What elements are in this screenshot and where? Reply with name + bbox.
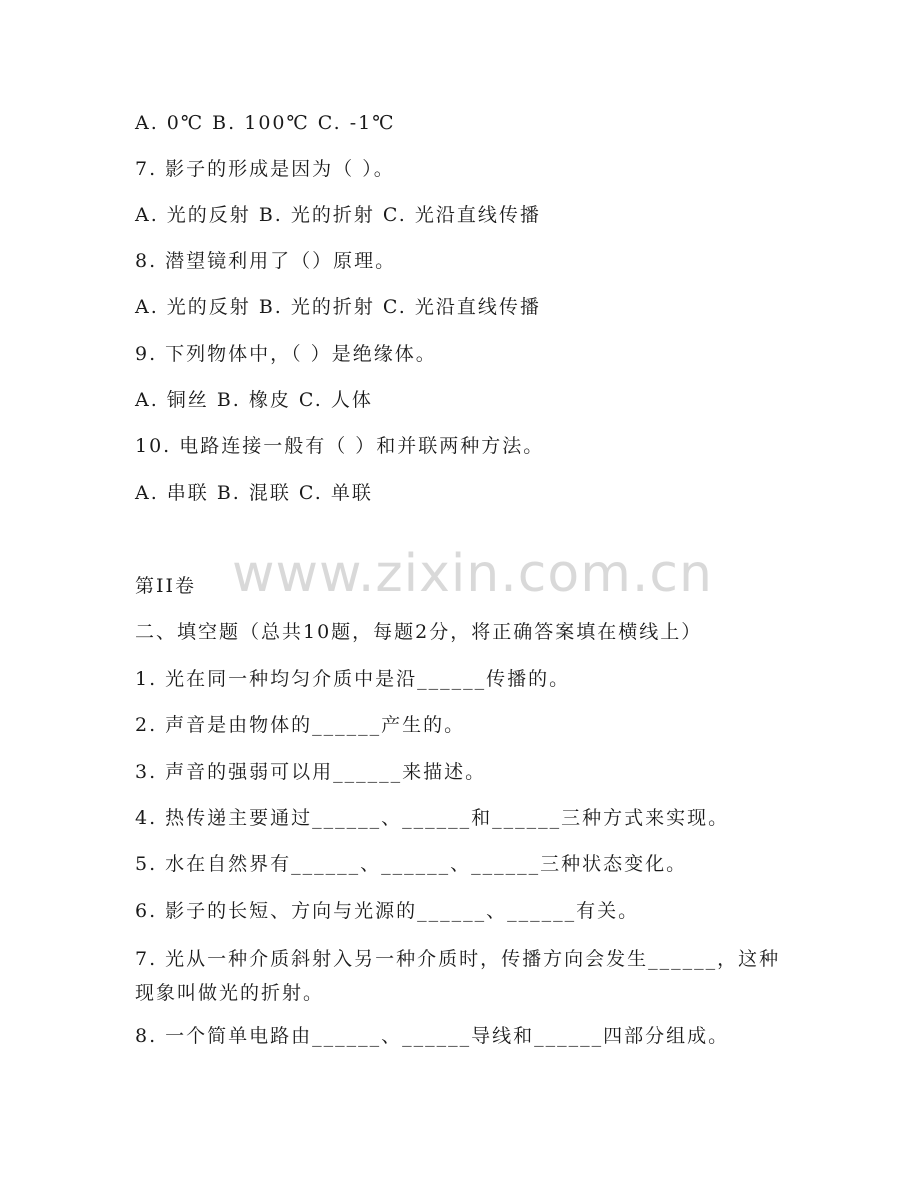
- fill-item: 1. 光在同一种均匀介质中是沿______传播的。: [135, 668, 571, 690]
- fill-item: 3. 声音的强弱可以用______来描述。: [135, 761, 487, 783]
- fill-item: 6. 影子的长短、方向与光源的______、______有关。: [135, 900, 640, 922]
- q8-question: 8. 潜望镜利用了（）原理。: [135, 250, 397, 272]
- fill-item: 7. 光从一种介质斜射入另一种介质时，传播方向会发生______，这种现象叫做光的折射。: [135, 948, 781, 1004]
- fill-item: 8. 一个简单电路由______、______导线和______四部分组成。: [135, 1025, 730, 1047]
- volume-title: 第II卷: [135, 575, 197, 597]
- watermark: www.zixin.com.cn: [232, 544, 713, 604]
- section-title: 二、填空题（总共10题，每题2分，将正确答案填在横线上）: [135, 621, 703, 643]
- q6-options: A. 0℃ B. 100℃ C. -1℃: [135, 112, 396, 134]
- q10-question: 10. 电路连接一般有（ ）和并联两种方法。: [135, 435, 545, 457]
- fill-item: 2. 声音是由物体的______产生的。: [135, 714, 466, 736]
- q10-options: A. 串联 B. 混联 C. 单联: [135, 482, 373, 504]
- q8-options: A. 光的反射 B. 光的折射 C. 光沿直线传播: [135, 296, 541, 318]
- fill-item: 5. 水在自然界有______、______、______三种状态变化。: [135, 853, 688, 875]
- q9-options: A. 铜丝 B. 橡皮 C. 人体: [135, 389, 373, 411]
- fill-item: 4. 热传递主要通过______、______和______三种方式来实现。: [135, 807, 730, 829]
- q7-question: 7. 影子的形成是因为（ ）。: [135, 158, 395, 180]
- q7-options: A. 光的反射 B. 光的折射 C. 光沿直线传播: [135, 204, 541, 226]
- q9-question: 9. 下列物体中，（ ）是绝缘体。: [135, 343, 437, 365]
